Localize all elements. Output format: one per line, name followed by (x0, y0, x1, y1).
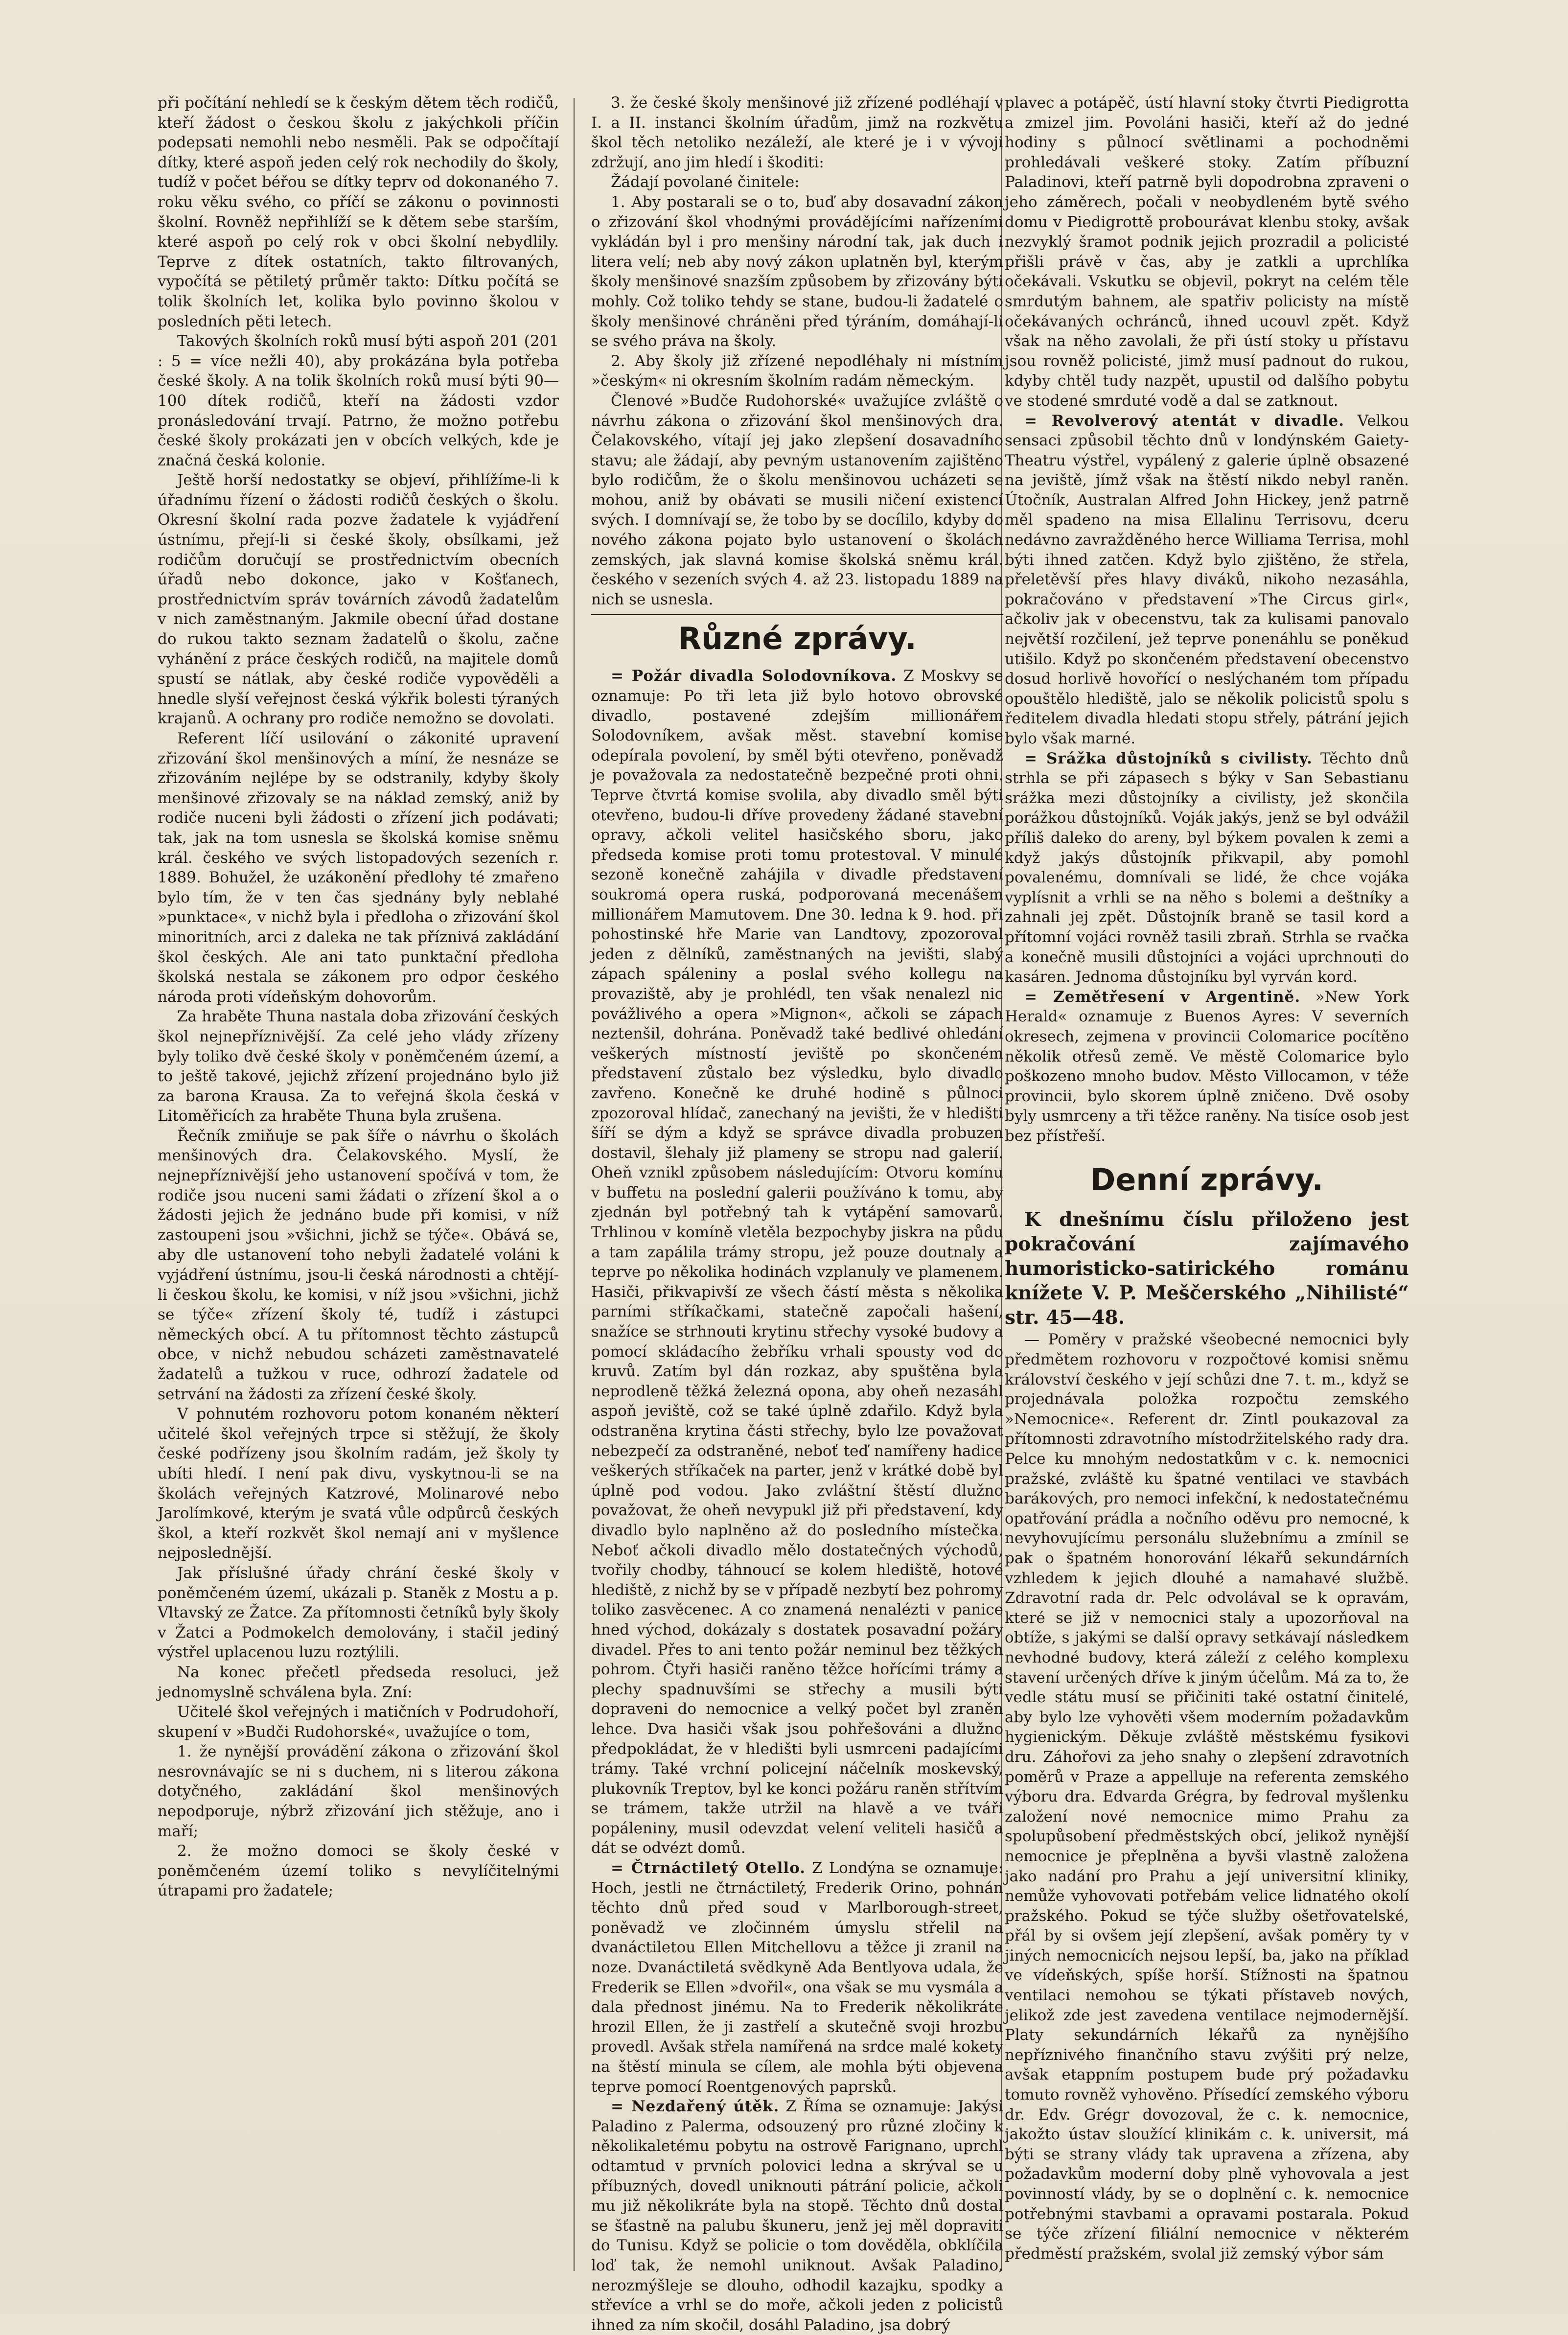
section-heading-denni-zpravy: Denní zprávy. (1090, 1162, 1324, 1198)
news-item-title: = Nezdařený útěk. (611, 2098, 780, 2116)
article-paragraph: Učitelé škol veřejných i matičních v Podrudohoří, skupení v »Budči Rudohorské«, uvažujíce o tom, (158, 1703, 559, 1741)
news-item-text: Z Říma se oznamuje: Jakýsi Paladino z Palerma, odsouzený pro různé zločiny k několikaletému pobytu na ostrově Farignano, uprchl odtamtud v prvních polovici ledna a skrýval se u příbuzných, dovedl uniknouti pátrání policie, ačkoli mu již několikráte byla na stopě. Těchto dnů dostal se šťastně na palubu škuneru, jenž jej měl dopraviti do Tunisu. Když se policie o tom dověděla, obklíčila loď tak, že nemohl uniknout. Avšak Paladino, nerozmýšleje se dlouho, odhodil kazajku, spodky a střevíce a vrhl se do moře, ačkoli jeden z policistů ihned za ním skočil, dosáhl Paladino, jsa dobrý (591, 2098, 1003, 2334)
article-paragraph: 2. Aby školy již zřízené nepodléhaly ni místním »českým« ni okresním školním radám německým. (591, 352, 1003, 390)
article-paragraph: plavec a potápěč, ústí hlavní stoky čtvrti Piedigrotta a zmizel jim. Povoláni hasiči, kteří až do jedné hodiny s půlnocí světlinami a pochodněmi prohledávali veškeré stoky. Zatím příbuzní Paladinovi, kteří patrně byli dopodrobna zpraveni o jeho záměrech, počali v neobydleném bytě svého domu v Piedigrottě probourávat klenbu stoky, avšak nezvyklý šramot podnik jejich prozradil a policisté přišli právě v čas, aby je zatkli a uprchlíka očekávali. Vskutku se objevil, pokryt na celém těle smrdutým bahnem, ale spatřiv policisty na místě očekávaných ochránců, ihned ucouvl zpět. Když však na něho zavolali, že při ústí stoky u přístavu jsou rovněž policisté, jimž musí padnout do rukou, kdyby chtěl tudy nazpět, upustil od dalšího pobytu ve stodené smrduté vodě a dal se zatknout. (1005, 94, 1409, 410)
article-paragraph: Na konec přečetl předseda resoluci, jež jednomyslně schválena byla. Zní: (158, 1663, 559, 1701)
article-paragraph: Jak příslušné úřady chrání české školy v poněmčeném území, ukázali p. Staněk z Mostu a p. Vltavský ze Žatce. Za přítomnosti četníků byly školy v Žatci a Podmokelch demolovány, i stačil jediný výstřel uplacenou luzu roztýlili. (158, 1564, 559, 1662)
article-paragraph: 1. Aby postarali se o to, buď aby dosavadní zákon o zřizování škol vhodnými provádějícími nařízeními vykládán byl i pro menšiny národní tak, jak duch i litera velí; neb aby nový zákon uplatněn byl, kterým školy menšinové snazším způsobem by zřizovány býti mohly. Což toliko tehdy se stane, budou-li žadatelé o školy menšinové chráněni před týráním, domáhají-li se svého práva na školy. (591, 193, 1003, 350)
news-item-text: Z Londýna se oznamuje: Hoch, jestli ne čtrnáctiletý, Frederik Orino, pohnán těchto dnů před soud v Marlborough-street, poněvadž ve zločinném úmyslu střelil na dvanáctiletou Ellen Mitchellovu a těžce ji zranil na noze. Dvanáctiletá svědkyně Ada Bentlyova udala, že Frederik se Ellen »dvořil«, ona však se mu vysmála a dala přednost jinému. Na to Frederik několikráte hrozil Ellen, že ji zastřelí a skutečně svoji hrozbu provedl. Avšak střela namířená na srdce malé kokety na štěstí minula se cílem, ale mohla býti objevena teprve pomocí Roentgenových paprsků. (591, 1859, 1003, 2096)
article-paragraph: Referent líčí usilování o zákonité upravení zřizování škol menšinových a míní, že nesnáze se zřizováním nejlépe by se odstranily, kdyby školy menšinové zřizovaly se na náklad zemský, aniž by rodiče nuceni byli žádosti o zřízení jich podávati; tak, jak na tom usnesla se školská komise sněmu král. českého ve svých listopadových sezeních r. 1889. Bohužel, že uzákonění předlohy té zmařeno bylo tím, že v ten čas sjednány byly neblahé »punktace«, v nichž byla i předloha o zřizování škol minoritních, arci z daleka ne tak příznivá zakládání škol českých. Ale ani tato punktační předloha školská nestala se zákonem pro odpor českého národa proti vídeňským dohovorům. (158, 730, 559, 1006)
column-divider (574, 98, 575, 2271)
news-item-text: Velkou sensaci způsobil těchto dnů v londýnském Gaiety-Theatru výstřel, vypálený z galerie úplně obsazené na jeviště, jímž však na štěstí nikdo nebyl raněn. Útočník, Australan Alfred John Hickey, jenž patrně měl spadeno na misa Ellalinu Terrisovu, dceru nedávno zavražděného herce Williama Terrisa, mohl býti ihned zatčen. Když bylo zjištěno, že střela, přeletěvší přes hlavy diváků, nikoho nezasáhla, pokračováno v představení »The Circus girl«, ačkoliv jak v obecenstvu, tak za kulisami panovalo největší rozčilení, jež teprve ponenáhlu se poněkud utišilo. Když po skončeném představení obecenstvo dosud horlivě hovořící o neslýchaném tom případu opouštělo hlediště, jalo se několik policistů spolu s ředitelem divadla hledati stopu střely, pátrání jejich bylo však marné. (1005, 412, 1409, 747)
article-paragraph: Řečník zmiňuje se pak šíře o návrhu o školách menšinových dra. Čelakovského. Myslí, že nejnepříznivější jeho ustanovení spočívá v tom, že rodiče jsou nuceni sami žádati o zřízení škol a o žádosti jejich že jednáno bude při komisi, v níž zastoupeni jsou »všichni, jichž se týče«. Obává se, aby dle ustanovení toho nebyli žadatelé voláni k vyjádření ústnímu, jsou-li česká národnosti a chtějí-li českou školu, ke komisi, v níž jsou »všichni, jichž se týče« zřízení školy té, tudíž i zástupci německých obcí. A tu přítomnost těchto zástupců obce, v nichž nebudou scházeti zaměstnavatelé žadatelů a tužkou v ruce, odhrozí žadatele od setrvání na žádosti za zřízení české školy. (158, 1127, 559, 1403)
article-paragraph: Členové »Budče Rudohorské« uvažujíce zvláště o návrhu zákona o zřizování škol menšinových dra. Čelakovského, vítají jej jako zlepšení dosavadního stavu; ale žádají, aby pevným ustanovením zajištěno bylo rodičům, že o školu menšinovou ucházeti se mohou, aniž by obávati se musili ničení existencí svých. I domnívají se, že tobo by se docílilo, kdyby do nového zákona pojato bylo ustanovení o školách zemských, jak slavná komise školská sněmu král. českého v sezeních svých 4. až 23. listopadu 1889 na nich se usnesla. (591, 392, 1003, 608)
news-item (591, 2097, 1003, 2335)
article-paragraph: Takových školních roků musí býti aspoň 201 (201 : 5 = více nežli 40), aby prokázána byla potřeba české školy. A na tolik školních roků musí býti 90—100 dítek rodičů, kteří na žádosti vzdor pronásledování trvají. Patrno, že možno potřebu české školy prokázati jen v obcích velkých, kde je značná česká kolonie. (158, 332, 559, 469)
article-paragraph: V pohnutém rozhovoru potom konaném některí učitelé škol veřejných trpce si stěžují, že školy české podřízeny jsou školním radám, jež školy ty ubíti hledí. I není pak divu, vyskytnou-li se na školách veřejných Katzrové, Molinarové nebo Jarolímkové, kterým je svatá vůle odpůrců českých škol, a kteří rozkvět škol nemají ani v myšlence nejposlednější. (158, 1405, 559, 1562)
news-item-text: »New York Herald« oznamuje z Buenos Ayres: V severních okresech, zejmena v provincii Colomarice pocítěno několik otřesů země. Ve městě Colomarice bylo poškozeno mnoho budov. Město Villocamon, v téže provincii, bylo skorem úplně zničeno. Dvě osoby byly usmrceny a tři těžce raněny. Na tisíce osob jest bez přístřeší. (1005, 988, 1409, 1145)
news-item-text: Těchto dnů strhla se při zápasech s býky v San Sebastianu srážka mezi důstojníky a civilisty, jež skončila porážkou důstojníků. Voják jakýs, jenž se byl odvážil příliš daleko do areny, byl býkem povalen k zemi a když jakýs důstojník přikvapil, aby pomohl povalenému, domnívali se lidé, že chce vojáka vyplísnit a vrhli se na něho s bolemi a deštníky a zahnali jej zpět. Důstojník braně se tasil kord a přítomní vojáci rovněž tasili zbraň. Strhla se rvačka a konečně musili důstojníci a vojáci uprchnouti do kasáren. Jednoma důstojníku byl vyrván kord. (1005, 749, 1409, 986)
news-item (591, 666, 1003, 1858)
news-item-title: = Srážka důstojníků s civilisty. (1024, 749, 1313, 767)
section-heading-ruzne-zpravy: Různé zprávy. (591, 614, 1003, 659)
article-paragraph: 3. že české školy menšinové již zřízené podléhají v I. a II. instanci školním úřadům, jimž na rozkvětu škol těch netoliko nezáleží, ale které je i v vývoji zdržují, ano jim hledí i škoditi: (591, 94, 1003, 171)
supplement-notice: K dnešnímu číslu přiloženo jest pokračování zajímavého humoristicko-satirického románu knížete V. P. Meščerského „Nihilisté“ str. 45—48. (1005, 1208, 1409, 1329)
column-1 (158, 93, 559, 2276)
article-paragraph: 2. že možno domoci se školy české v poněmčeném území toliko s nevylíčitelnými útrapami pro žadatele; (158, 1842, 559, 1900)
news-item (1005, 987, 1409, 1146)
news-item-title: = Zemětřesení v Argentině. (1024, 988, 1301, 1006)
news-item (591, 1858, 1003, 2097)
article-paragraph: Žádají povolané činitele: (611, 173, 800, 191)
news-item-text: Z Moskvy se oznamuje: Po tři leta již bylo hotovo obrovské divadlo, postavené zdejším millionářem Solodovníkem, avšak měst. stavební komise odepírala povolení, by směl býti otevřeno, poněvadž je považovala za nedostatečně bezpečné proti ohni. Teprve čtvrtá komise svolila, aby divadlo směl býti otevřeno, budou-li dříve provedeny žádané stavební opravy, ačkoli velitel hasičského sboru, jako předseda komise proti tomu protestoval. V minulé sezoně konečně zahájila v divadle představení soukromá opera ruská, podporovaná mecenášem millionářem Mamutovem. Dne 30. ledna k 9. hod. při pohostinské hře Marie van Landtovy, zpozoroval jeden z dělníků, zaměstnaných na jevišti, slabý zápach spáleniny a poslal svého kollegu na provaziště, aby je prohlédl, ten však nenalezl nic povážlivého a opera »Mignon«, ačkoli se zápach neztenšil, dohrána. Poněvadž také bedlivé ohledání veškerých místností jeviště po skončeném představení zůstalo bez výsledku, bylo divadlo zavřeno. Konečně ke druhé hodině s půlnoci zpozoroval hlídač, zanechaný na jevišti, že v hledišti šíří se dým a když se správce divadla probuzen dostavil, šlehaly již plameny se stropu nad galerií. Oheň vznikl způsobem následujícím: Otvoru komínu v buffetu na poslední galerii používáno k tomu, aby zjednán byl potřebný tah k vytápění samovarů. Trhlinou v komíně vletěla bezpochyby jiskra na půdu a tam zapálila trámy stropu, jež pouze doutnaly a teprve po několika hodinách vzplanuly ve plamenem. Hasiči, přikvapivší ze všech částí města s několika parními stříkačkami, statečně započali hašení, snažíce se strhnouti krytinu střechy vysoké budovy a pomocí skládacího žebříku vrhali spousty vod do kruvů. Zatím byl dán rozkaz, aby spuštěna byla neprodleně těžká železná opona, aby oheň nezasáhl aspoň jeviště, což se také úplně zdařilo. Když byla odstraněna krytina části střechy, bylo lze považovat nebezpečí za odstraněné, neboť teď namířeny hadice veškerých stříkaček na parter, jenž v krátké době byl úplně pod vodou. Jako zvláštní štěstí dlužno považovat, že oheň nevypukl již při představení, kdy divadlo bylo naplněno až do posledního místečka. Neboť ačkoli divadlo mělo dostatečných východů, tvořily chodby, táhnoucí se kolem hlediště, hotové hlediště, z nichž by se v případě nezbytí bez pohromy toliko zasvěcenec. A co znamená nenalézti v panice hned východ, dokázaly s dostatek posavadní požáry divadel. Přes to ani tento požár neminul bez těžkých pohrom. Čtyři hasiči raněno těžce hořícími trámy a plechy spadnuvšími se střechy a musili býti dopraveni do nemocnice a velký počet byl zraněn lehce. Dva hasiči však jsou pohřešováni a dlužno předpokládat, že v hledišti byli usmrceni padajícími trámy. Také vrchní policejní náčelník moskevský, plukovník Treptov, byl ke konci požáru raněn střítvím se trámem, takže utržil na hlavě a ve tváři popáleniny, musil odevzdat velení veliteli hasičů a dát se odvézt domů. (591, 667, 1003, 1857)
article-paragraph: 1. že nynější provádění zákona o zřizování škol nesrovnávajíc se ni s duchem, ni s literou zákona dotyčného, zakládání škol menšinových nepodporuje, nýbrž zřizování jich stěžuje, ano i maří; (158, 1743, 559, 1840)
article-paragraph: Za hraběte Thuna nastala doba zřizování českých škol nejnepříznivější. Za celé jeho vlády zřízeny byly toliko dvě české školy v poněmčeném území, a to ještě takové, jejichž zřízení projednáno bylo již za barona Krausa. Za to veřejná škola česká v Litoměřicích za hraběte Thuna byla zrušena. (158, 1008, 559, 1125)
article-paragraph: při počítání nehledí se k českým dětem těch rodičů, kteří žádost o českou školu z jakýchkoli příčin podepsati nemohli nebo nesměli. Pak se odpočítají dítky, které aspoň jeden celý rok nechodily do školy, tudíž v počet béřou se dítky teprv od dokonaného 7. roku věku svého, co příčí se zákonu o povinnosti školní. Rovněž nepřihlíží se k dětem sebe starším, které aspoň po celý rok v obci školní nebydlily. Teprve z dítek ostatních, takto filtrovaných, vypočítá se pětiletý průměr takto: Dítku počítá se tolik školních let, kolika bylo povinno školou v posledních pěti letech. (158, 94, 559, 330)
news-item: — Poměry v pražské všeobecné nemocnici byly předmětem rozhovoru v rozpočtové komisi sněmu království českého v její schůzi dne 7. t. m., když se projednávala položka rozpočtu zemského »Nemocnice«. Referent dr. Zintl poukazoval za přítomnosti zdravotního místodržitelského rady dra. Pelce ku mnohým nedostatkům v c. k. nemocnici pražské, zvláště ku špatné ventilaci ve stavbách barákových, pro nemoci infekční, k nedostatečnému opatřování prádla a nočního oděvu pro nemocné, k nevyhovujícímu personálu služebnímu a zmínil se pak o špatném honorování lékařů sekundárních vzhledem k jejich dlouhé a namahavé službě. Zdravotní rada dr. Pelc odvolával se k opravám, které se již v nemocnici staly a upozorňoval na obtíže, s jakými se další opravy setkávají následkem nevhodné budovy, která záleží z celého komplexu stavení určených dříve k jiným účelům. Má za to, že vedle státu musí se přičiniti také ostatní činitelé, aby bylo lze vyhověti všem moderním požadavkům hygienickým. Děkuje zvláště městskému fysikovi dru. Záhořovi za jeho snahy o zlepšení zdravotních poměrů v Praze a appelluje na referenta zemského výboru dra. Edvarda Grégra, by fedroval myšlenku založení nové nemocnice mimo Prahu za spolupůsobení předměstských obcí, jelikož nynější nemocnice je přeplněna a byvši vlastně založena jako nadání pro Prahu a její universitní kliniky, nemůže vyhovovati potřebám velice lidnatého okolí pražského. Pokud se týče služby ošetřovatelské, přál by si ovšem její zlepšení, avšak poměry ty v jiných nemocnicích nejsou lepší, ba, jako na příklad ve vídeňských, spíše horší. Stížnosti na špatnou ventilaci nemohou se týkati přístaveb nových, jelikož zde jest zavedena ventilace nejmodernější. Platy sekundárních lékařů za nynějšího nepříznivého finančního stavu zvýšiti prý nelze, avšak etappním postupem bude prý požadavku tomuto rovněž vyhověno. Přísedící zemského výboru dr. Edv. Grégr dovozoval, že c. k. nemocnice, jakožto ústav sloužící klinikám c. k. universit, má býti se strany vlády tak upravena a zřízena, aby požadavkům moderní doby plně vyhovovala a jest povinností vlády, by se o doplnění c. k. nemocnice potřebnými stavbami a opravami postarala. Pokud se týče zřízení filiální nemocnice v některém předměstí pražském, svolal již zemský výbor sám (1005, 1331, 1409, 2263)
column-3 (1005, 93, 1409, 2276)
news-item (1005, 749, 1409, 987)
article-paragraph: Ještě horší nedostatky se objeví, přihlížíme-li k úřadnímu řízení o žádosti rodičů českých o školu. Okresní školní rada pozve žadatele k vyjádření ústnímu, přejí-li si české školy, obsílkami, jež rodičům doručují se prostřednictvím obecních úřadů nebo dokonce, jako v Košťanech, prostřednictvím správ továrních závodů žadatelům v nich zaměstnaným. Jakmile obecní úřad dostane do rukou takto seznam žadatelů o školu, začne vyhánění z práce českých rodičů, na majitele domů spustí se nátlak, aby české rodiče vypověděli a hnedle slyší veřejnost česká výkřik bolesti týraných krajanů. A ochrany pro rodiče nemožno se dovolati. (158, 471, 559, 728)
news-item-title: = Čtrnáctiletý Otello. (611, 1859, 806, 1877)
news-item-title: = Požár divadla Solodovníkova. (611, 667, 897, 685)
column-2 (591, 93, 1003, 2334)
news-item-title: = Revolverový atentát v divadle. (1024, 412, 1345, 430)
news-item (1005, 411, 1409, 749)
